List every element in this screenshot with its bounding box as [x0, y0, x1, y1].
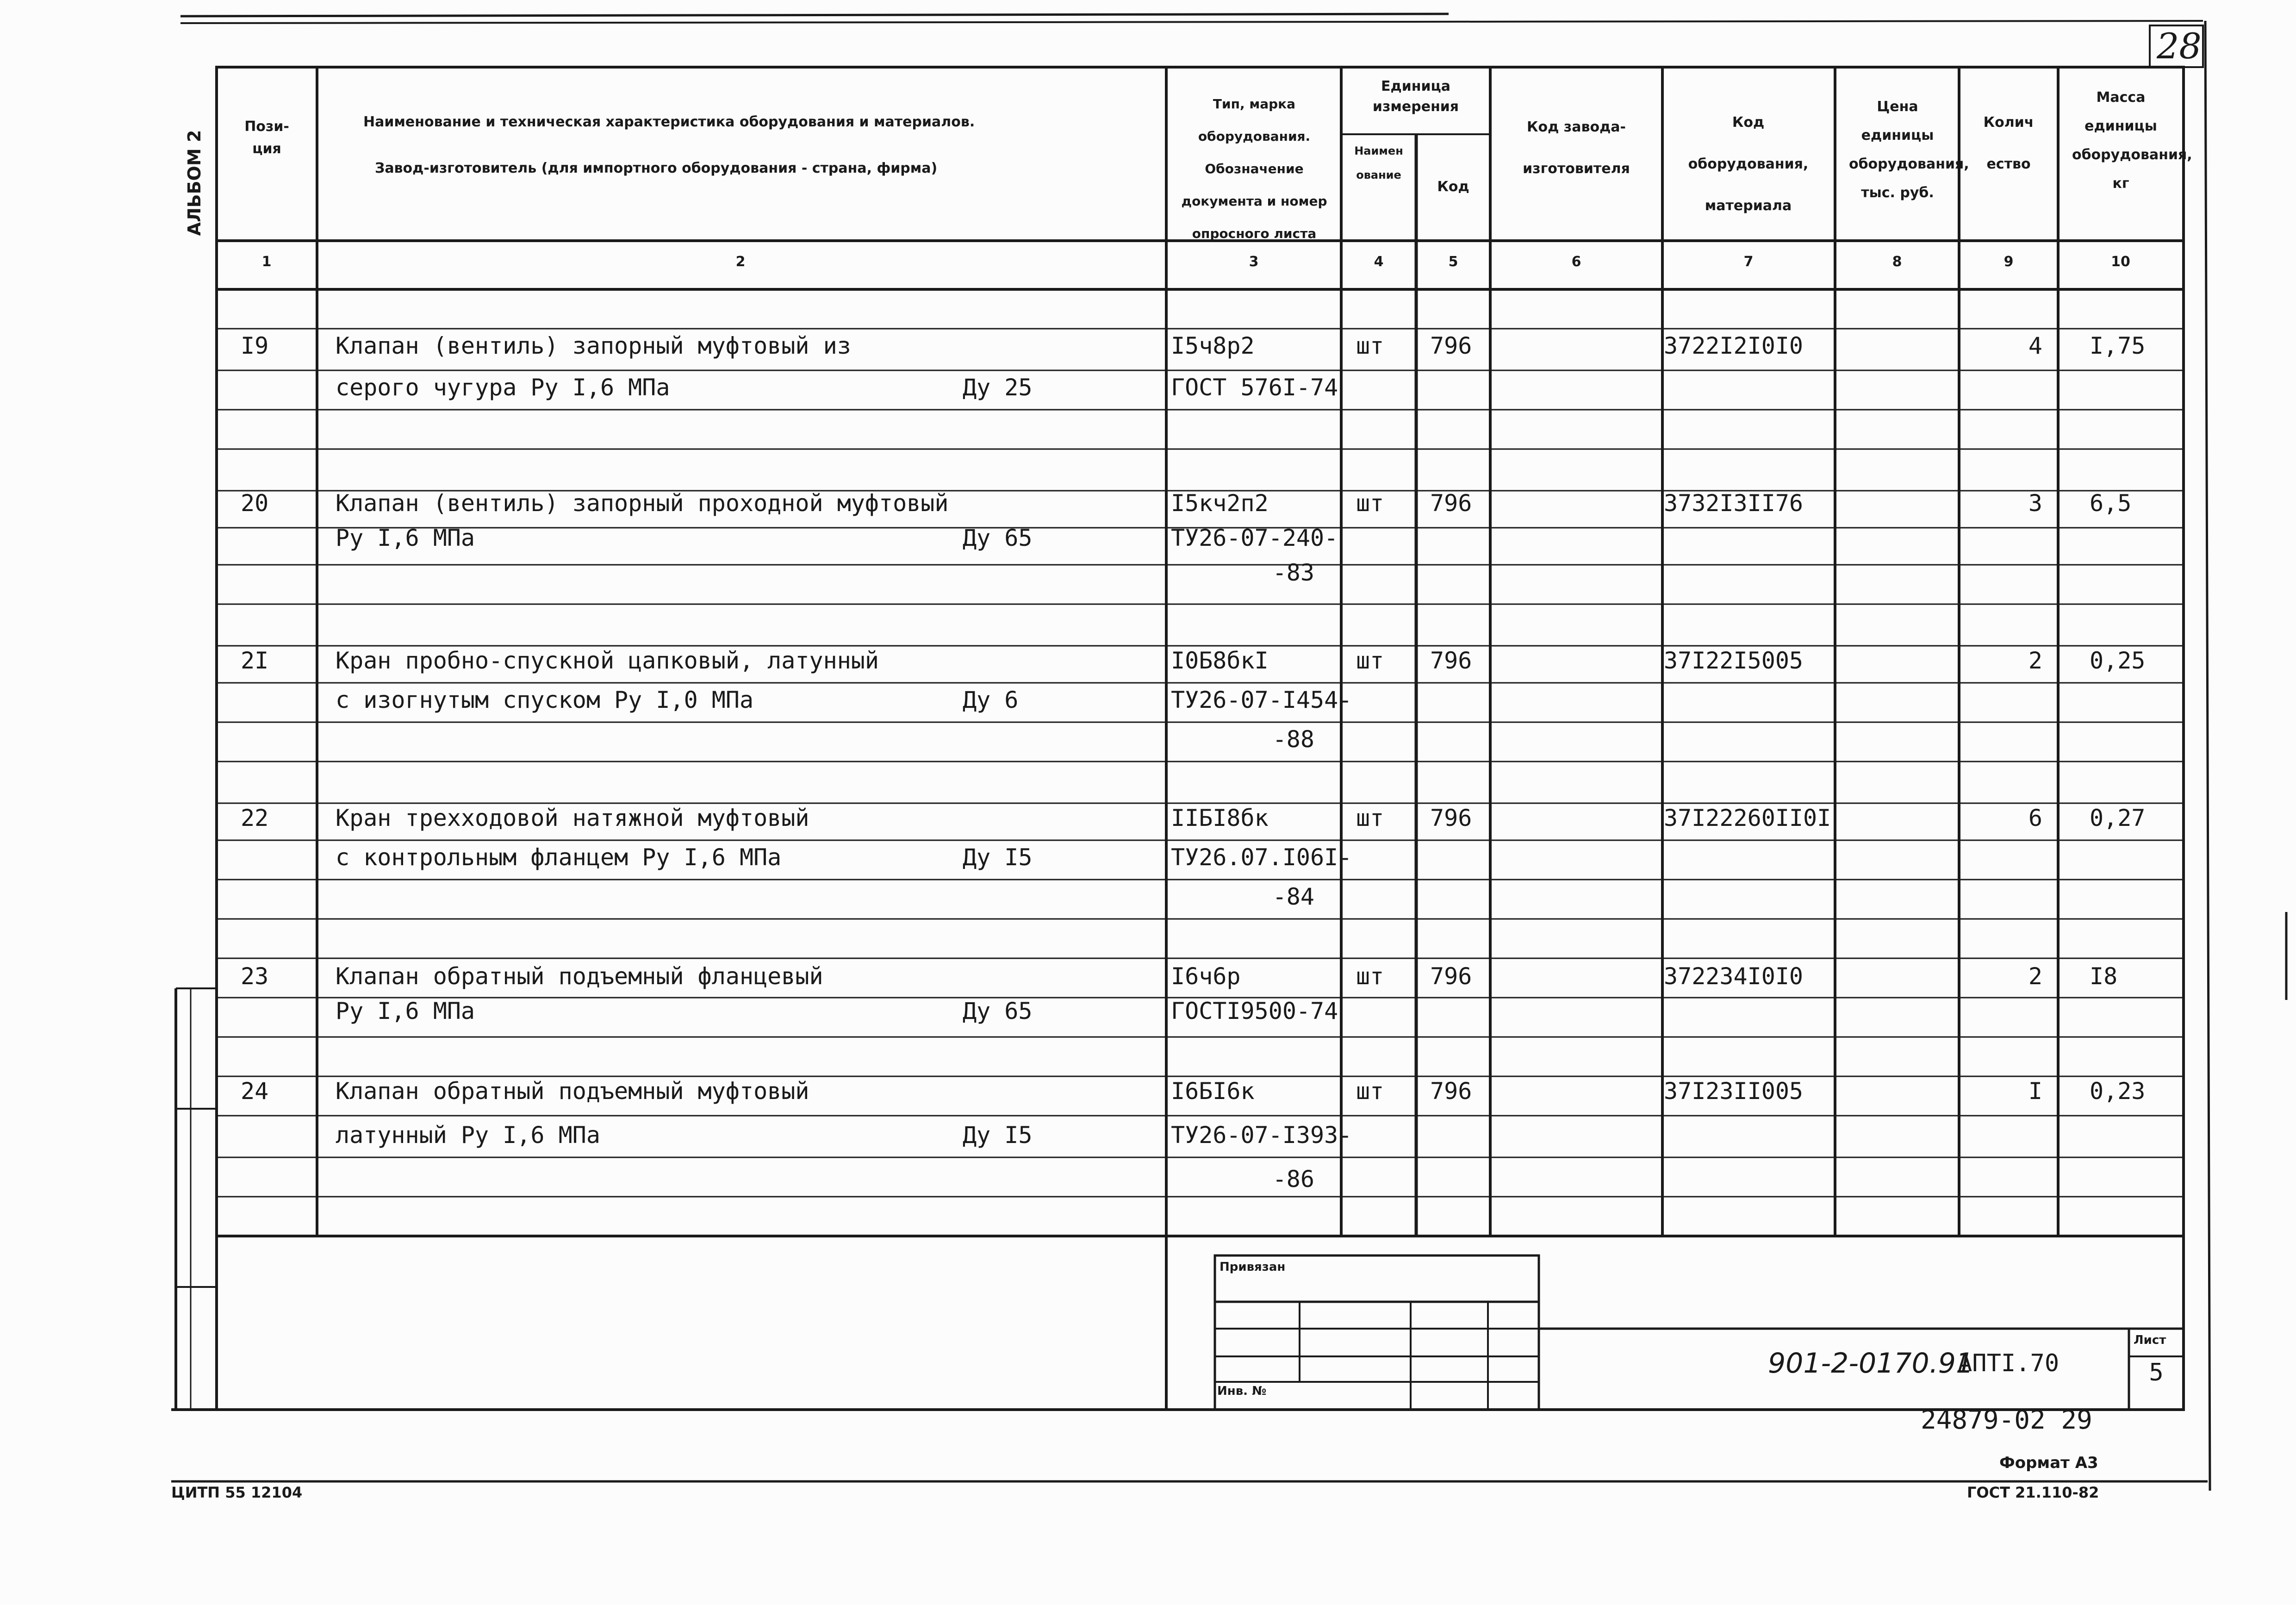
item-unit-code: 796 [1430, 490, 1472, 517]
header-unit-name: Наименование [1354, 144, 1403, 181]
header-name-line2: Завод-изготовитель (для импортного оборудования - страна, фирма) [375, 160, 938, 176]
column-number: 10 [2111, 254, 2130, 270]
item-type: -83 [1272, 559, 1314, 586]
page-number: 28 [2157, 25, 2202, 67]
item-equipment-code: 3732I3II76 [1664, 490, 1804, 517]
stamp-sheet-label: Лист [2134, 1333, 2166, 1347]
item-type: ТУ26-07-240- [1171, 525, 1338, 551]
item-nominal-diameter: Ду 65 [963, 525, 1033, 551]
item-unit: шт [1356, 647, 1384, 674]
item-equipment-code: 37I22I5005 [1664, 647, 1804, 674]
item-quantity: 4 [2028, 332, 2042, 359]
item-mass: 6,5 [2090, 490, 2132, 517]
item-type: I5кч2п2 [1171, 490, 1269, 517]
column-number: 9 [2004, 254, 2014, 270]
item-unit: шт [1356, 1078, 1384, 1105]
header-unit-code: Код [1437, 179, 1469, 195]
column-number: 7 [1743, 254, 1754, 270]
item-nominal-diameter: Ду 25 [963, 374, 1033, 401]
footer-gost: ГОСТ 21.110-82 [1967, 1484, 2099, 1501]
item-mass: 0,27 [2090, 805, 2146, 831]
item-unit-code: 796 [1430, 332, 1472, 359]
footer-printer: ЦИТП 55 12104 [171, 1484, 303, 1501]
item-unit-code: 796 [1430, 1078, 1472, 1105]
item-position: 24 [241, 1078, 269, 1105]
footer-format: Формат А3 [1999, 1454, 2098, 1472]
item-type: I6БI6к [1171, 1078, 1255, 1105]
item-mass: I8 [2090, 963, 2118, 990]
header-position: Пози- ция [244, 119, 289, 157]
item-name-line: Клапан (вентиль) запорный муфтовый из [336, 332, 851, 359]
column-number: 8 [1892, 254, 1902, 270]
item-name-line: серого чугура Ру I,6 МПа [336, 374, 670, 401]
item-quantity: 6 [2028, 805, 2042, 831]
item-name-line: Ру I,6 МПа [336, 525, 475, 551]
item-name-line: с изогнутым спуском Ру I,0 МПа [336, 687, 754, 713]
item-name-line: Клапан обратный подъемный фланцевый [336, 963, 823, 990]
header-equipment-code: Код оборудования, материала [1688, 114, 1809, 214]
item-type: ТУ26-07-I393- [1171, 1122, 1352, 1149]
item-type: -88 [1272, 726, 1314, 753]
item-name-line: с контрольным фланцем Ру I,6 МПа [336, 844, 782, 871]
item-type: I0Б8бкI [1171, 647, 1269, 674]
item-unit: шт [1356, 490, 1384, 517]
item-unit: шт [1356, 963, 1384, 990]
item-unit: шт [1356, 805, 1384, 831]
item-name-line: Ру I,6 МПа [336, 998, 475, 1024]
item-name-line: латунный Ру I,6 МПа [336, 1122, 600, 1149]
item-name-line: Кран трехходовой натяжной муфтовый [336, 805, 809, 831]
item-position: 23 [241, 963, 269, 990]
column-number: 6 [1571, 254, 1581, 270]
item-nominal-diameter: Ду I5 [963, 1122, 1033, 1149]
footer-number: 24879-02 29 [1921, 1405, 2092, 1435]
item-unit-code: 796 [1430, 805, 1472, 831]
column-number: 3 [1249, 254, 1259, 270]
item-unit-code: 796 [1430, 963, 1472, 990]
header-price: Цена единицы оборудования, тыс. руб. [1849, 99, 1969, 201]
item-type: -86 [1272, 1166, 1314, 1193]
column-number: 5 [1448, 254, 1458, 270]
header-mass: Масса единицы оборудования, кг [2072, 89, 2192, 192]
item-nominal-diameter: Ду 65 [963, 998, 1033, 1024]
item-mass: 0,25 [2090, 647, 2146, 674]
stamp-doc-code: 901-2-0170.91 [1768, 1347, 1974, 1380]
item-name-line: Клапан (вентиль) запорный проходной муфтовый [336, 490, 949, 517]
stamp-sheet-number: 5 [2149, 1359, 2164, 1386]
item-position: I9 [241, 332, 269, 359]
item-nominal-diameter: Ду I5 [963, 844, 1033, 871]
item-unit: шт [1356, 332, 1384, 359]
column-number: 2 [735, 254, 746, 270]
header-name-line1: Наименование и техническая характеристика оборудования и материалов. [363, 114, 975, 130]
item-type: ГОСТ 576I-74 [1171, 374, 1338, 401]
item-quantity: 2 [2028, 647, 2042, 674]
header-unit: Единица измерения [1372, 78, 1459, 115]
item-type: ТУ26-07-I454- [1171, 687, 1352, 713]
item-quantity: 3 [2028, 490, 2042, 517]
header-factory-code: Код завода-изготовителя [1523, 119, 1630, 177]
item-quantity: 2 [2028, 963, 2042, 990]
item-nominal-diameter: Ду 6 [963, 687, 1019, 713]
item-position: 22 [241, 805, 269, 831]
item-mass: 0,23 [2090, 1078, 2146, 1105]
item-name-line: Клапан обратный подъемный муфтовый [336, 1078, 809, 1105]
item-type: I5ч8р2 [1171, 332, 1255, 359]
header-type: Тип, марка оборудования. Обозначение документа и номер опросного листа [1181, 96, 1327, 241]
item-position: 20 [241, 490, 269, 517]
item-type: ТУ26.07.I06I- [1171, 844, 1352, 871]
item-position: 2I [241, 647, 269, 674]
item-type: -84 [1272, 883, 1314, 910]
item-unit-code: 796 [1430, 647, 1472, 674]
item-equipment-code: 3722I2I0I0 [1664, 332, 1804, 359]
stamp-inv-no: Инв. № [1217, 1384, 1267, 1398]
column-number: 4 [1374, 254, 1384, 270]
item-mass: I,75 [2090, 332, 2146, 359]
item-type: I6ч6р [1171, 963, 1241, 990]
album-label: АЛЬБОМ 2 [184, 130, 205, 236]
stamp-doc-suffix: АПТI.70 [1958, 1349, 2060, 1377]
stamp-privyazan: Привязан [1220, 1260, 1286, 1274]
item-quantity: I [2028, 1078, 2042, 1105]
column-number: 1 [261, 254, 272, 270]
item-equipment-code: 37I22260II0I [1664, 805, 1831, 831]
item-equipment-code: 37I23II005 [1664, 1078, 1804, 1105]
item-type: IIБI8бк [1171, 805, 1269, 831]
item-type: ГОСТI9500-74 [1171, 998, 1338, 1024]
item-name-line: Кран пробно-спускной цапковый, латунный [336, 647, 879, 674]
header-qty: Количество [1983, 114, 2034, 172]
item-equipment-code: 372234I0I0 [1664, 963, 1804, 990]
